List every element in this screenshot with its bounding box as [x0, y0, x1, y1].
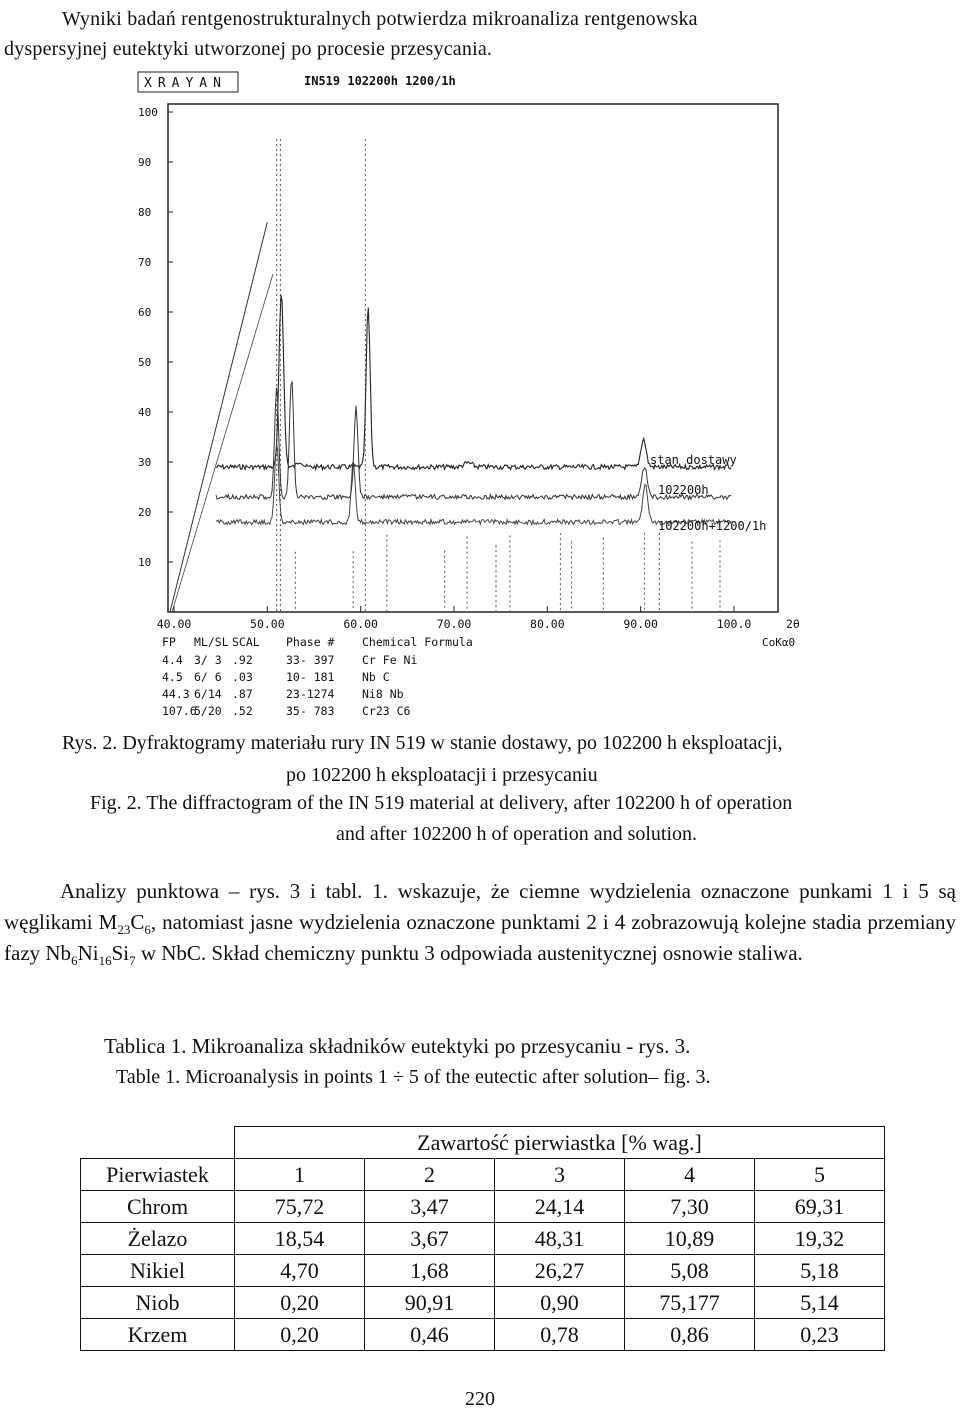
y-tick-label: 80: [138, 206, 152, 219]
curve-label: stan dostawy: [650, 453, 737, 467]
y-tick-label: 30: [138, 456, 152, 469]
table-row: [81, 1223, 885, 1255]
paragraph-part-a: Analizy punktowa – rys. 3 i tabl. 1. wskazuje, że ciemne wydzielenia oznaczone punkami 1 i 5 są węglikami M: [4, 879, 956, 934]
x-tick-label: 60.00: [343, 617, 378, 631]
y-tick-label: 10: [138, 556, 152, 569]
table-row: [81, 1255, 885, 1287]
table-cell: 3,47: [365, 1191, 495, 1223]
y-tick-label: 60: [138, 306, 152, 319]
table-cell: 0,20: [235, 1287, 365, 1319]
diffractogram-figure: [136, 62, 802, 726]
paragraph-part-b: , natomiast jasne wydzielenia oznaczone punktami 2 i 4 zobrazowują kolejne stadia przemiany fazy Nb: [4, 910, 956, 965]
phase-table-cell: 4.5: [162, 670, 183, 684]
table-cell: 5,14: [755, 1287, 885, 1319]
caption-en-line-1: Fig. 2. The diffractogram of the IN 519 material at delivery, after 102200 h of operation: [90, 792, 793, 814]
table-cell: 0,46: [365, 1319, 495, 1351]
phase-table: [162, 635, 473, 718]
table-row: [81, 1287, 885, 1319]
y-tick-label: 50: [138, 356, 152, 369]
curve-label: 102200h+1200/1h: [658, 519, 767, 533]
table-cell: 90,91: [365, 1287, 495, 1319]
curve-as-delivered: [216, 295, 731, 469]
element-name: Niob: [81, 1287, 235, 1319]
caption-en-line-2: and after 102200 h of operation and solution.: [336, 823, 698, 845]
intro-paragraph: [4, 4, 960, 64]
formula-part: Si: [111, 941, 130, 965]
intro-line-2: dyspersyjnej eutektyki utworzonej po procesie przesycania.: [4, 38, 493, 60]
table-cell: 19,32: [755, 1223, 885, 1255]
phase-table-cell: Cr23 C6: [362, 704, 411, 718]
subscript: 7: [129, 953, 136, 969]
table-cell: 75,177: [625, 1287, 755, 1319]
table-caption-en: Table 1. Microanalysis in points 1 ÷ 5 of the eutectic after solution– fig. 3.: [116, 1066, 711, 1088]
phase-table-header: ML/SL: [194, 635, 229, 649]
table-cell: 0,20: [235, 1319, 365, 1351]
table-cell: 24,14: [495, 1191, 625, 1223]
guide-line: [170, 222, 267, 612]
formula-part: C: [130, 910, 145, 934]
table-cell: 18,54: [235, 1223, 365, 1255]
x-tick-label: 50.00: [250, 617, 285, 631]
table-cell: 4,70: [235, 1255, 365, 1287]
analysis-paragraph: [4, 876, 956, 969]
phase-table-cell: 35- 783: [286, 704, 335, 718]
element-name: Żelazo: [81, 1223, 235, 1255]
table-cell: 0,23: [755, 1319, 885, 1351]
phase-table-header: FP: [162, 635, 176, 649]
table-header-row: [81, 1159, 885, 1191]
y-tick-label: 100: [138, 106, 158, 119]
figure-header: [138, 72, 456, 92]
reference-lines: [170, 139, 720, 612]
phase-table-header: Phase #: [286, 635, 335, 649]
table-row: [81, 1191, 885, 1223]
diffractogram-svg: [136, 62, 802, 726]
table-cell: 3,67: [365, 1223, 495, 1255]
phase-table-cell: .92: [232, 653, 253, 667]
subscript: 23: [117, 922, 131, 938]
table-cell: 26,27: [495, 1255, 625, 1287]
radiation-label: CoKα0: [762, 636, 796, 649]
point-header-2: 2: [365, 1159, 495, 1191]
point-header-3: 3: [495, 1159, 625, 1191]
curve-label: 102200h: [658, 483, 709, 497]
table-group-header-row: [81, 1127, 885, 1159]
phase-table-header: Chemical Formula: [362, 635, 473, 649]
curve-after-operation: [216, 382, 731, 499]
figure-title: IN519 102200h 1200/1h: [304, 74, 456, 88]
phase-table-cell: 107.6: [162, 704, 197, 718]
phase-table-header: SCAL: [232, 635, 260, 649]
phase-table-cell: 44.3: [162, 687, 190, 701]
plot-frame: [168, 104, 778, 612]
guide-line: [172, 274, 273, 612]
phase-table-cell: 6/ 6: [194, 670, 222, 684]
x-axis-label: 2θ: [786, 617, 800, 631]
table-cell: 7,30: [625, 1191, 755, 1223]
phase-table-cell: 5/20: [194, 704, 222, 718]
table-row-header: Pierwiastek: [81, 1159, 235, 1191]
table-cell: 75,72: [235, 1191, 365, 1223]
x-tick-label: 90.00: [623, 617, 658, 631]
table-cell: 1,68: [365, 1255, 495, 1287]
table-caption-pl: Tablica 1. Mikroanaliza składników eutektyki po przesycaniu - rys. 3.: [104, 1034, 691, 1058]
y-tick-label: 70: [138, 256, 152, 269]
table-cell: 5,08: [625, 1255, 755, 1287]
table-cell: 0,78: [495, 1319, 625, 1351]
element-name: Krzem: [81, 1319, 235, 1351]
phase-table-cell: 4.4: [162, 653, 183, 667]
table-cell: 69,31: [755, 1191, 885, 1223]
table-row: [81, 1319, 885, 1351]
y-tick-label: 20: [138, 506, 152, 519]
x-tick-label: 100.0: [716, 617, 752, 631]
x-tick-label: 70.00: [436, 617, 472, 631]
subscript: 16: [98, 953, 112, 969]
table-corner-cell: [81, 1127, 235, 1159]
element-name: Nikiel: [81, 1255, 235, 1287]
x-tick-label: 80.00: [530, 617, 565, 631]
phase-table-cell: 6/14: [194, 687, 222, 701]
subscript: 6: [71, 953, 78, 969]
point-header-5: 5: [755, 1159, 885, 1191]
diffraction-curves: [216, 295, 731, 524]
phase-table-cell: 33- 397: [286, 653, 335, 667]
phase-table-cell: 23-1274: [286, 687, 335, 701]
logo-text: XRAYAN: [144, 76, 227, 91]
page-number: 220: [465, 1388, 495, 1410]
table-body: [81, 1127, 885, 1351]
microanalysis-table: [80, 1126, 885, 1351]
table-cell: 5,18: [755, 1255, 885, 1287]
caption-pl-line-1: Rys. 2. Dyfraktogramy materiału rury IN 519 w stanie dostawy, po 102200 h eksploatacji,: [62, 732, 783, 754]
curve-labels: [650, 453, 766, 533]
intro-line-1: Wyniki badań rentgenostrukturalnych potwierdza mikroanaliza rentgenowska: [62, 8, 698, 30]
table-group-header: Zawartość pierwiastka [% wag.]: [235, 1127, 885, 1159]
phase-table-cell: .87: [232, 687, 253, 701]
subscript: 6: [144, 922, 151, 938]
phase-table-cell: 10- 181: [286, 670, 335, 684]
y-tick-label: 40: [138, 406, 152, 419]
phase-table-cell: .52: [232, 704, 253, 718]
point-header-1: 1: [235, 1159, 365, 1191]
x-tick-label: 40.00: [156, 617, 192, 631]
table-cell: 0,90: [495, 1287, 625, 1319]
table-cell: 48,31: [495, 1223, 625, 1255]
caption-pl-line-2: po 102200 h eksploatacji i przesycaniu: [286, 764, 598, 786]
y-tick-label: 90: [138, 156, 152, 169]
element-name: Chrom: [81, 1191, 235, 1223]
plot-border: [168, 104, 778, 612]
table-cell: 0,86: [625, 1319, 755, 1351]
point-header-4: 4: [625, 1159, 755, 1191]
phase-table-cell: Nb C: [362, 670, 390, 684]
phase-table-cell: .03: [232, 670, 253, 684]
table-cell: 10,89: [625, 1223, 755, 1255]
formula-part: Ni: [77, 941, 99, 965]
phase-table-cell: Cr Fe Ni: [362, 653, 418, 667]
phase-table-cell: Ni8 Nb: [362, 687, 404, 701]
paragraph-part-c: w NbC. Skład chemiczny punktu 3 odpowiada austenitycznej osnowie staliwa.: [135, 941, 803, 965]
phase-table-cell: 3/ 3: [194, 653, 222, 667]
